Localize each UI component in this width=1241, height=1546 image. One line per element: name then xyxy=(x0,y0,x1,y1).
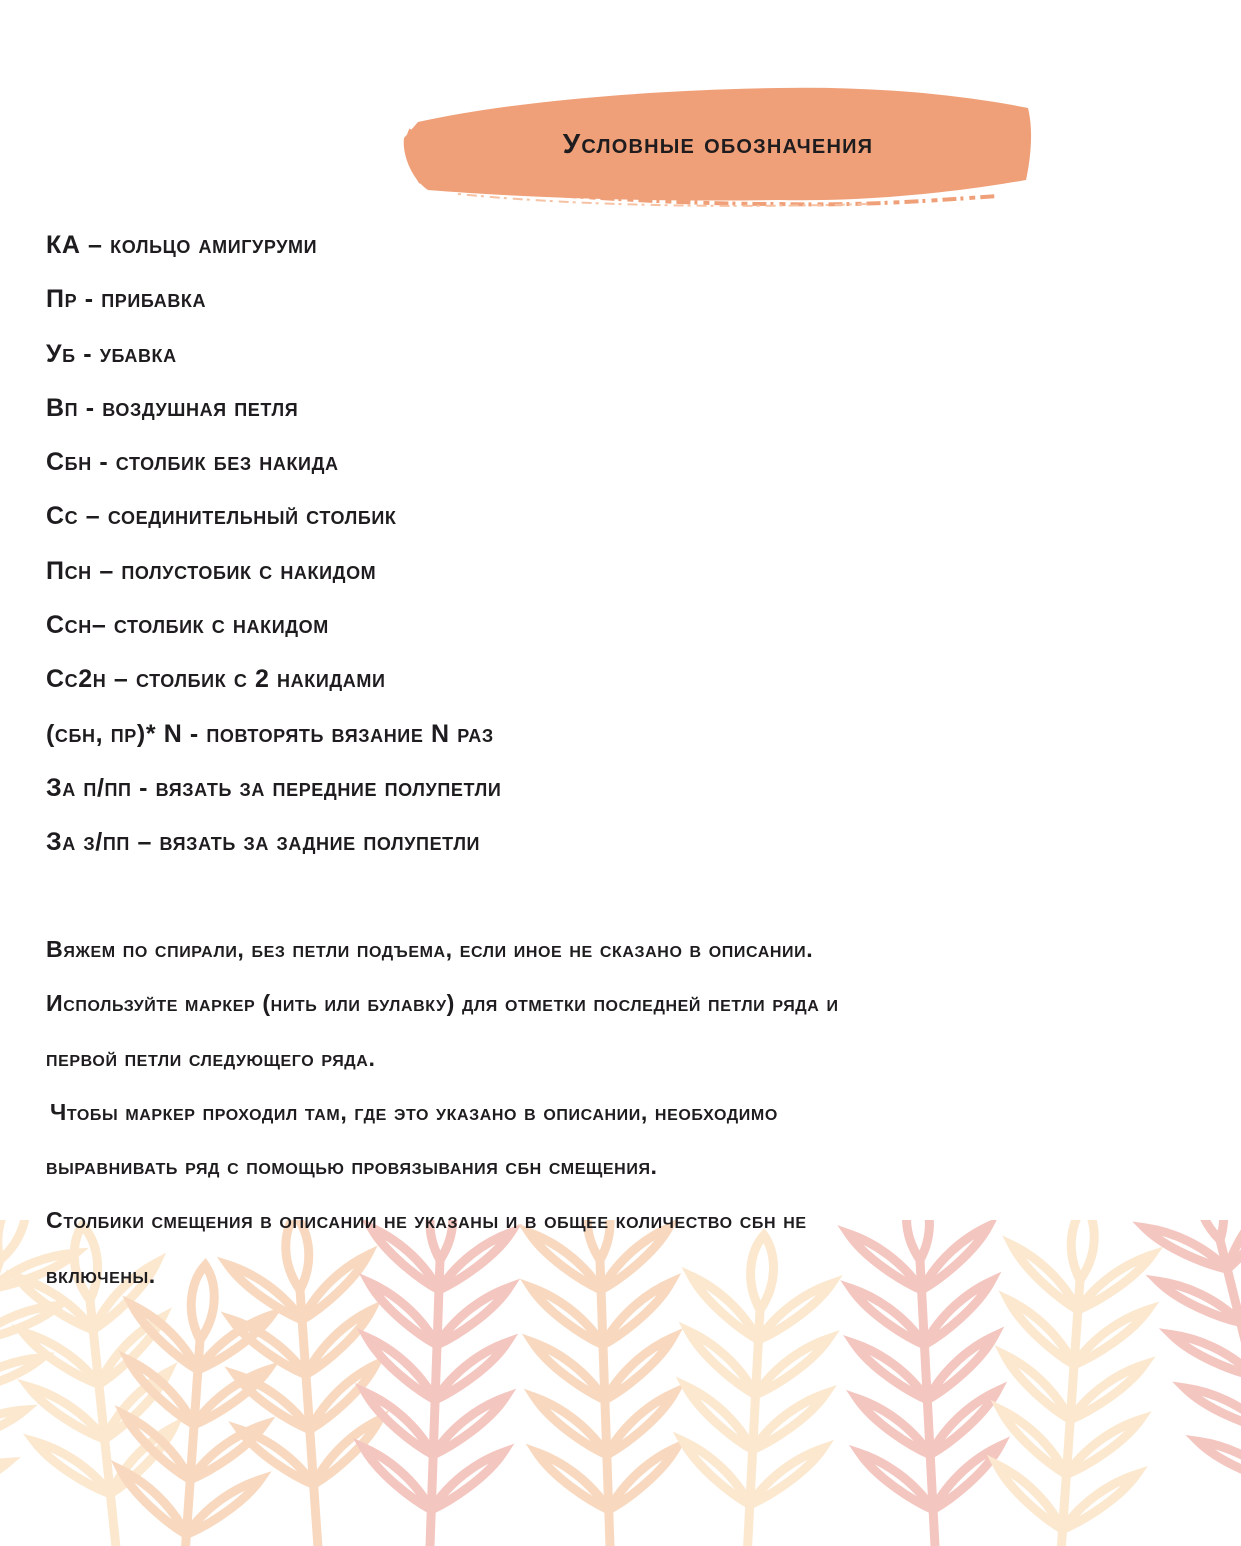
legend-item: За п/пп - вязать за передние полупетли xyxy=(46,773,502,802)
legend-item: Псн – полустобик с накидом xyxy=(46,556,377,585)
legend-item: Сс2н – столбик с 2 накидами xyxy=(46,665,386,694)
note-line: выравнивать ряд с помощью провязывания сбн смещения. xyxy=(46,1153,658,1180)
legend-item: Ссн– столбик с накидом xyxy=(46,611,329,640)
legend-item: (сбн, пр)* N - повторять вязание N раз xyxy=(46,719,494,748)
note-line: первой петли следующего ряда. xyxy=(46,1044,376,1071)
note-line: Используйте маркер (нить или булавку) для отметки последней петли ряда и xyxy=(46,990,839,1017)
legend-item: Вп - воздушная петля xyxy=(46,393,299,422)
legend-item: За з/пп – вязать за задние полупетли xyxy=(46,828,481,857)
leaf-branch xyxy=(115,1260,275,1546)
title-banner xyxy=(398,82,1038,210)
legend-list xyxy=(46,218,501,870)
note-line: включены. xyxy=(46,1261,156,1288)
legend-item: Сс – соединительный столбик xyxy=(46,502,397,531)
note-line: Столбики смещения в описании не указаны и в общее количество сбн не xyxy=(46,1207,807,1234)
legend-item: Пр - прибавка xyxy=(46,285,207,314)
legend-item: Сбн - столбик без накида xyxy=(46,448,339,477)
note-line: Чтобы маркер проходил там, где это указано в описании, необходимо xyxy=(50,1098,778,1125)
instructions-text xyxy=(46,922,1226,1302)
page-title: Условные обозначения xyxy=(562,128,874,159)
legend-item: Уб - убавка xyxy=(46,339,177,368)
note-line: Вяжем по спирали, без петли подъема, если иное не сказано в описании. xyxy=(46,936,814,962)
legend-item: КА – кольцо амигуруми xyxy=(46,231,318,259)
